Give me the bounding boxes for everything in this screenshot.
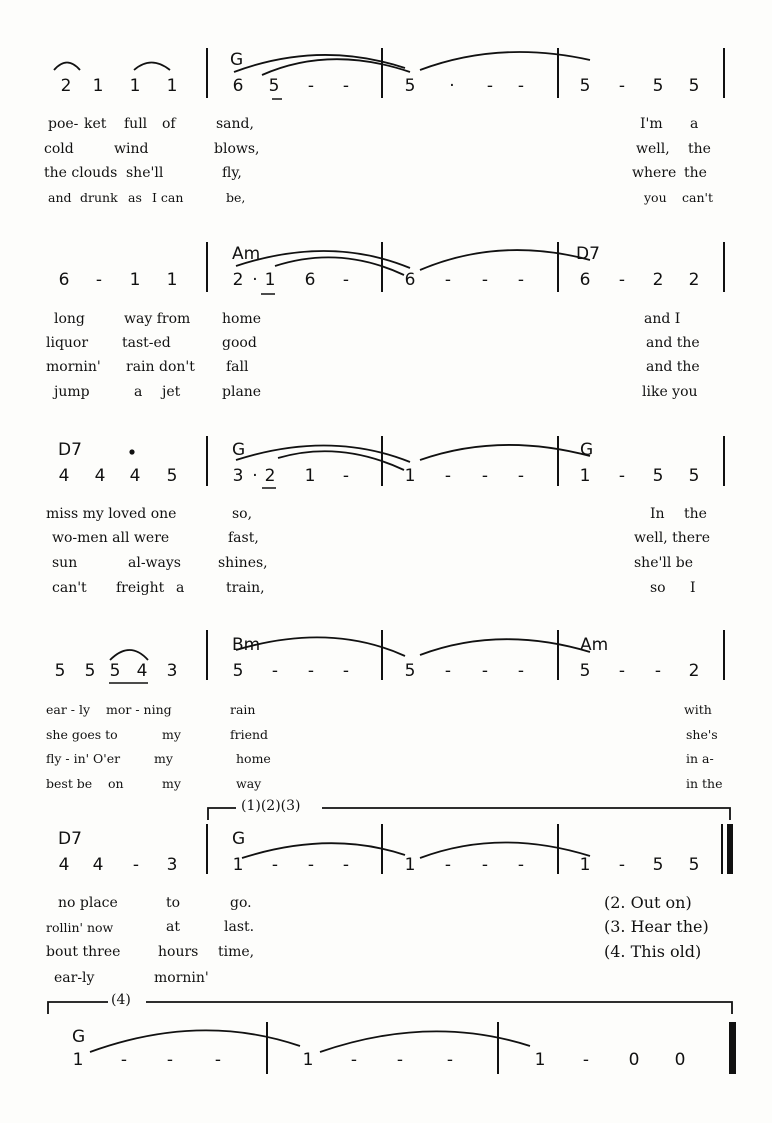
chord-symbol: Bm — [232, 635, 261, 655]
lyric: and — [48, 190, 72, 205]
lyric: my — [162, 776, 181, 791]
chord-symbol: Am — [232, 244, 261, 264]
lyric: the — [684, 165, 707, 181]
note: - — [446, 1050, 454, 1070]
lyric: can't — [682, 190, 713, 205]
note: - — [307, 661, 315, 681]
barline — [266, 1022, 268, 1074]
lyric: well, there — [634, 530, 711, 546]
note: - — [618, 270, 626, 290]
tie — [234, 55, 405, 72]
note: 4 — [92, 855, 104, 875]
lyric: mornin' — [154, 970, 209, 986]
tie — [420, 639, 590, 655]
note: 1 — [232, 855, 244, 875]
note: - — [342, 270, 350, 290]
note: 6 — [304, 270, 316, 290]
note: - — [481, 855, 489, 875]
chord-symbol: G — [72, 1027, 86, 1047]
note: 5 — [166, 466, 178, 486]
note: - — [444, 466, 452, 486]
lyric: freight — [116, 580, 165, 596]
barline — [381, 242, 383, 292]
lyric: my — [154, 751, 173, 766]
chord-symbol: G — [232, 440, 246, 460]
tie — [275, 257, 404, 275]
note: 2 — [688, 270, 700, 290]
note: - — [166, 1050, 174, 1070]
lyric: al-ways — [128, 555, 181, 571]
note: 1 — [579, 855, 591, 875]
accent-dot — [129, 449, 134, 454]
verse-cue: (3. Hear the) — [604, 917, 709, 936]
note: - — [444, 661, 452, 681]
note: 5 — [652, 76, 664, 96]
note: - — [271, 661, 279, 681]
note: - — [517, 466, 525, 486]
barline — [206, 824, 208, 874]
lyric: ket — [84, 116, 107, 132]
lyric: and the — [646, 335, 700, 351]
lyric: time, — [218, 944, 255, 960]
slur — [54, 63, 80, 71]
lyric: I — [690, 580, 696, 596]
volta-line — [48, 1002, 108, 1014]
lyric: so, — [232, 506, 253, 522]
lyric: sand, — [216, 116, 254, 132]
barline — [557, 48, 559, 98]
barline — [206, 48, 208, 98]
note: 6 — [232, 76, 244, 96]
note: - — [618, 76, 626, 96]
lyric: In — [650, 506, 665, 522]
lyric: the — [684, 506, 707, 522]
barline — [381, 824, 383, 874]
lyric: mornin' — [46, 359, 101, 375]
note: 2 — [232, 270, 244, 290]
lyric: I can — [152, 190, 184, 205]
note: 1 — [129, 270, 141, 290]
lyric: rollin' now — [46, 920, 114, 935]
lyric: the clouds — [44, 165, 118, 181]
lyric: a — [176, 580, 185, 596]
note: 6 — [58, 270, 70, 290]
note: - — [486, 76, 494, 96]
barline — [381, 48, 383, 98]
lyric: poe- — [48, 116, 79, 132]
chord-symbol: D7 — [58, 829, 82, 849]
note: - — [618, 466, 626, 486]
chord-symbol: G — [230, 50, 244, 70]
volta-line — [322, 808, 730, 820]
barline — [721, 824, 723, 874]
note: 1 — [166, 270, 178, 290]
note: 2 — [60, 76, 72, 96]
note: - — [214, 1050, 222, 1070]
barline — [557, 436, 559, 486]
lyric: where — [632, 165, 677, 181]
note: 5 — [688, 76, 700, 96]
lyric: in the — [686, 776, 723, 791]
lyric: wind — [114, 141, 149, 157]
lyric: fly - in' O'er — [46, 751, 121, 766]
lyric: my — [162, 727, 181, 742]
tie — [236, 445, 410, 462]
repeat-barline — [727, 824, 733, 874]
barline — [206, 242, 208, 292]
note: 3 — [232, 466, 244, 486]
note: 5 — [579, 661, 591, 681]
lyric: and I — [644, 311, 681, 327]
barline — [557, 824, 559, 874]
lyric: you — [644, 190, 667, 205]
lyric: so — [650, 580, 666, 596]
tie — [236, 251, 410, 268]
note: 2 — [652, 270, 664, 290]
lyric: of — [162, 116, 176, 132]
lyric: shines, — [218, 555, 268, 571]
note: - — [132, 855, 140, 875]
lyric: with — [684, 702, 712, 717]
verse-cue: (4. This old) — [604, 942, 702, 961]
note: 1 — [579, 466, 591, 486]
tie — [420, 52, 590, 70]
lyric: at — [166, 919, 180, 935]
barline — [723, 436, 725, 486]
tie — [236, 637, 405, 656]
lyric: as — [128, 190, 142, 205]
lyric: cold — [44, 141, 74, 157]
note: - — [582, 1050, 590, 1070]
lyric: like you — [642, 384, 698, 400]
lyric: I'm — [640, 116, 663, 132]
note: 5 — [404, 76, 416, 96]
note: · — [449, 76, 455, 96]
note: 5 — [232, 661, 244, 681]
lyric: and the — [646, 359, 700, 375]
note: - — [481, 466, 489, 486]
note: 1 — [534, 1050, 546, 1070]
note: · — [252, 466, 258, 486]
lyric: sun — [52, 555, 78, 571]
note: - — [342, 855, 350, 875]
lyric: jump — [54, 384, 90, 400]
note: - — [342, 466, 350, 486]
note: - — [654, 661, 662, 681]
note: - — [481, 270, 489, 290]
lyric: fall — [226, 359, 249, 375]
note: 5 — [688, 466, 700, 486]
tie — [90, 1030, 300, 1052]
tie — [420, 445, 590, 460]
note: 6 — [404, 270, 416, 290]
lyric: way — [236, 776, 262, 791]
note: 5 — [652, 466, 664, 486]
note: 5 — [688, 855, 700, 875]
barline — [497, 1022, 499, 1074]
lyric: good — [222, 335, 257, 351]
note: - — [271, 855, 279, 875]
chord-symbol: D7 — [58, 440, 82, 460]
note: 4 — [58, 855, 70, 875]
barline — [381, 436, 383, 486]
note: 5 — [579, 76, 591, 96]
lyric: plane — [222, 384, 262, 400]
note: 1 — [129, 76, 141, 96]
note: - — [517, 661, 525, 681]
lyric: drunk — [80, 190, 118, 205]
lyric: home — [222, 311, 262, 327]
note: 5 — [404, 661, 416, 681]
note: 4 — [94, 466, 106, 486]
lyric: hours — [158, 944, 199, 960]
lyric: rain — [230, 702, 256, 717]
note: - — [618, 855, 626, 875]
note: - — [350, 1050, 358, 1070]
note: 1 — [166, 76, 178, 96]
note: - — [444, 270, 452, 290]
lyric: last. — [224, 919, 255, 935]
tie — [420, 250, 590, 270]
final-barline — [729, 1022, 736, 1074]
tie — [262, 59, 410, 75]
lyric: no place — [58, 895, 118, 911]
note: - — [396, 1050, 404, 1070]
note: 3 — [166, 855, 178, 875]
note: - — [342, 661, 350, 681]
barline — [723, 242, 725, 292]
verse-cue: (2. Out on) — [604, 893, 692, 912]
note: 5 — [54, 661, 66, 681]
note: 0 — [628, 1050, 640, 1070]
lyric: a — [134, 384, 143, 400]
note: - — [342, 76, 350, 96]
lyric: ear - ly — [46, 702, 91, 717]
tie — [278, 451, 404, 470]
lyric: she's — [686, 727, 718, 742]
lyric: she goes to — [46, 727, 118, 742]
lyric: fly, — [222, 165, 242, 181]
note: 4 — [136, 661, 148, 681]
note: - — [120, 1050, 128, 1070]
lyric: jet — [162, 384, 181, 400]
note: 0 — [674, 1050, 686, 1070]
note: 1 — [404, 855, 416, 875]
note: - — [517, 270, 525, 290]
chord-symbol: G — [232, 829, 246, 849]
lyric: she'll be — [634, 555, 693, 571]
lyric: wo-men all were — [52, 530, 170, 546]
lyric: miss my loved one — [46, 506, 177, 522]
note: 2 — [264, 466, 276, 486]
lyric: to — [166, 895, 181, 911]
note: 6 — [579, 270, 591, 290]
barline — [557, 242, 559, 292]
note: 5 — [84, 661, 96, 681]
note: - — [481, 661, 489, 681]
lyric: friend — [230, 727, 269, 742]
lyric: the — [688, 141, 711, 157]
lyric: rain don't — [126, 359, 195, 375]
lyric: long — [54, 311, 85, 327]
note: 1 — [302, 1050, 314, 1070]
chord-symbol: D7 — [576, 244, 600, 264]
lyric: can't — [52, 580, 87, 596]
slur — [110, 650, 148, 660]
lyric: well, — [636, 141, 670, 157]
note: 1 — [92, 76, 104, 96]
note: - — [444, 855, 452, 875]
barline — [557, 630, 559, 680]
barline — [723, 630, 725, 680]
lyric: fast, — [228, 530, 259, 546]
lyric: home — [236, 751, 271, 766]
lyric: be, — [226, 190, 246, 205]
note: 5 — [652, 855, 664, 875]
lyric: blows, — [214, 141, 260, 157]
lyric: on — [108, 776, 124, 791]
lyric: tast-ed — [122, 335, 171, 351]
volta-line — [146, 1002, 732, 1014]
lyric: liquor — [46, 335, 89, 351]
note: 1 — [264, 270, 276, 290]
note: - — [307, 855, 315, 875]
note: 5 — [109, 661, 121, 681]
chord-symbol: Am — [580, 635, 609, 655]
lyric: mor - ning — [106, 702, 172, 717]
lyric: bout three — [46, 944, 121, 960]
slur — [134, 63, 170, 71]
barline — [723, 48, 725, 98]
note: 1 — [72, 1050, 84, 1070]
volta-line — [208, 808, 236, 820]
note: - — [517, 855, 525, 875]
note: 1 — [404, 466, 416, 486]
lyric: go. — [230, 895, 252, 911]
barline — [206, 436, 208, 486]
note: 3 — [166, 661, 178, 681]
note: 4 — [58, 466, 70, 486]
lyric: way from — [124, 311, 191, 327]
chord-symbol: G — [580, 440, 594, 460]
note: 2 — [688, 661, 700, 681]
note: 4 — [129, 466, 141, 486]
note: - — [517, 76, 525, 96]
barline — [206, 630, 208, 680]
lyric: best be — [46, 776, 93, 791]
note: 5 — [268, 76, 280, 96]
lyric: full — [124, 116, 148, 132]
lyric: in a- — [686, 751, 714, 766]
lyric: train, — [226, 580, 265, 596]
lyric: ear-ly — [54, 970, 95, 986]
note: · — [252, 270, 258, 290]
note: - — [618, 661, 626, 681]
volta-label: (4) — [108, 992, 134, 1008]
barline — [381, 630, 383, 680]
lyric: a — [690, 116, 699, 132]
note: - — [307, 76, 315, 96]
note: - — [95, 270, 103, 290]
lyric: she'll — [126, 165, 164, 181]
note: 1 — [304, 466, 316, 486]
volta-label: (1)(2)(3) — [238, 798, 304, 814]
